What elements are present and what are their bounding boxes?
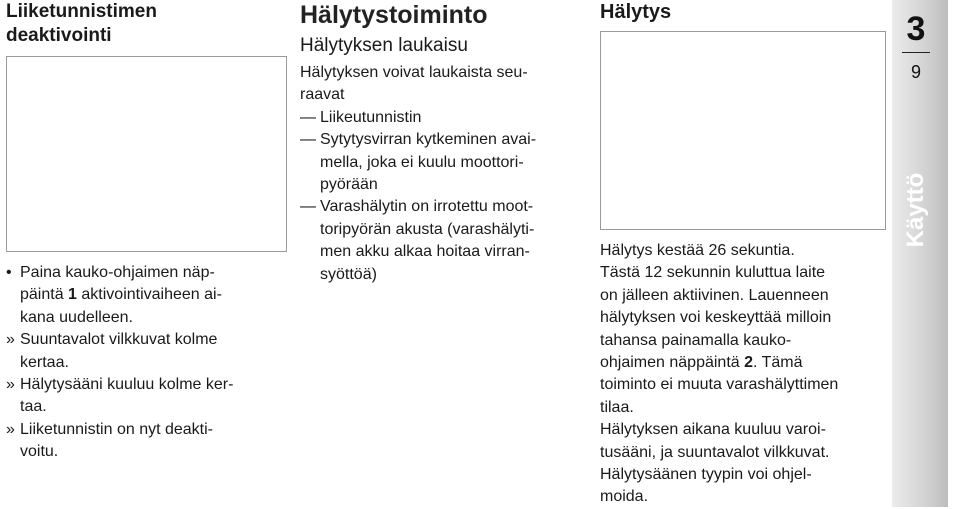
text-line: Hälytysäänen tyypin voi ohjel- xyxy=(600,466,812,484)
text-line: toiminto ei muuta varashälyttimen xyxy=(600,376,839,394)
text-line: Liikeutunnistin xyxy=(320,108,422,126)
text-line: moida. xyxy=(600,488,649,506)
result-item xyxy=(6,329,276,374)
title-line-1: Liiketunnistimen xyxy=(6,1,157,22)
arrow-mark: » xyxy=(6,376,15,394)
dash-mark: — xyxy=(300,108,316,126)
key-number: 2 xyxy=(744,354,754,372)
trigger-list xyxy=(300,62,570,286)
text-line: Suuntavalot vilkkuvat kolme xyxy=(20,331,218,349)
text-line: Varashälytin on irrotettu moot- xyxy=(320,198,534,216)
chapter-label xyxy=(896,160,936,260)
list-item xyxy=(300,196,570,286)
text-line: ohjaimen näppäintä 2. Tämä xyxy=(600,354,803,372)
list-item xyxy=(300,129,570,196)
arrow-mark: » xyxy=(6,420,15,438)
section-title-deactivation xyxy=(6,0,276,48)
illustration-placeholder-right xyxy=(600,31,886,230)
text-line: raavat xyxy=(300,86,345,104)
left-column xyxy=(6,0,276,461)
text-line: Hälytysääni kuuluu kolme ker- xyxy=(20,376,234,394)
text-line: voitu. xyxy=(20,443,59,461)
result-item xyxy=(6,419,276,464)
dash-mark: — xyxy=(300,131,316,149)
text-line: men akku alkaa hoitaa virran- xyxy=(320,243,530,261)
text-line: hälytyksen voi keskeyttää milloin xyxy=(600,309,832,327)
text-line: Hälytyksen aikana kuuluu varoi- xyxy=(600,421,826,439)
text-line: Liiketunnistin on nyt deakti- xyxy=(20,420,213,438)
text-line: pyörään xyxy=(320,176,378,194)
section-subtitle: Hälytyksen laukaisu xyxy=(300,35,468,56)
text-line: päintä 1 aktivointivaiheen ai- xyxy=(20,286,222,304)
chapter-label-text: Käyttö xyxy=(902,172,929,248)
text-line: tilaa. xyxy=(600,398,634,416)
result-item xyxy=(6,374,276,419)
text-line: Hälytys kestää 26 sekuntia. xyxy=(600,242,795,259)
dash-mark: — xyxy=(300,198,316,216)
section-title-alarm: Hälytys xyxy=(600,1,672,23)
page-title: Hälytystoiminto xyxy=(300,1,488,29)
text-line: Tästä 12 sekunnin kuluttua laite xyxy=(600,264,826,282)
list-item xyxy=(300,107,570,129)
text-line: kana uudelleen. xyxy=(20,308,133,326)
text-line: tahansa painamalla kauko- xyxy=(600,331,792,349)
key-number: 1 xyxy=(68,286,77,304)
right-column xyxy=(600,0,885,506)
bullet-step xyxy=(6,262,276,329)
title-line-2: deaktivointi xyxy=(6,25,112,46)
text-line: toripyörän akusta (varashälyti- xyxy=(320,220,535,238)
text-line: Paina kauko-ohjaimen näp- xyxy=(20,264,215,281)
text-line: mella, joka ei kuulu moottori- xyxy=(320,153,524,171)
text-line: tusääni, ja suuntavalot vilkkuvat. xyxy=(600,443,830,461)
instruction-list xyxy=(6,262,276,464)
chapter-divider xyxy=(902,52,930,53)
bullet-mark: • xyxy=(6,264,12,281)
arrow-mark: » xyxy=(6,331,15,349)
page-number: 9 xyxy=(910,62,921,82)
text-line: taa. xyxy=(20,398,47,416)
text-line: Sytytysvirran kytkeminen avai- xyxy=(320,131,537,149)
chapter-side-tab xyxy=(892,0,948,507)
text-line: kertaa. xyxy=(20,353,69,371)
text-line: Hälytyksen voivat laukaista seu- xyxy=(300,64,528,81)
illustration-placeholder-left xyxy=(6,56,287,252)
chapter-number: 3 xyxy=(906,10,926,48)
text-line: on jälleen aktiivinen. Lauenneen xyxy=(600,286,829,304)
alarm-description xyxy=(600,240,890,509)
middle-column xyxy=(300,0,570,283)
text-line: syöttöä) xyxy=(320,265,377,283)
